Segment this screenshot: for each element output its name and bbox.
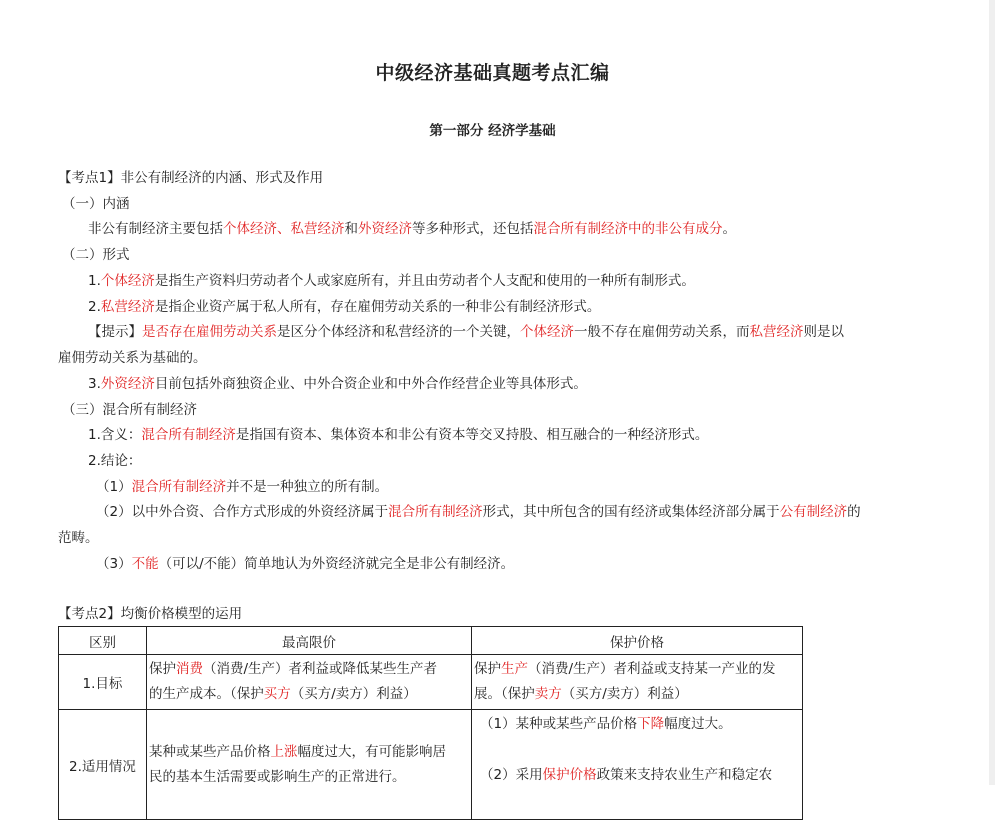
- kp1-s3-c3: [96, 554, 514, 574]
- highlight-run: 不能: [131, 556, 159, 572]
- text-run: 等多种形式，还包括: [412, 221, 534, 237]
- cell-line: [474, 682, 800, 707]
- text-run: 政策来支持农业生产和稳定农: [596, 767, 773, 783]
- kp1-s1-paragraph: [88, 219, 736, 239]
- text-run: 某种或某些产品价格: [149, 743, 271, 760]
- text-run: （买方/卖方）利益）: [290, 686, 417, 702]
- text-run: 1.: [88, 273, 101, 289]
- kp1-s3-title: （三）混合所有制经济: [62, 402, 197, 418]
- highlight-run: 混合所有制经济中的非公有成分: [533, 221, 723, 237]
- highlight-run: 消费: [176, 661, 203, 677]
- highlight-run: 是否存在雇佣劳动关系: [142, 324, 277, 340]
- kp1-s2-item2: [88, 297, 600, 317]
- table-cell: [147, 655, 472, 710]
- text-run: 2.: [88, 299, 101, 315]
- row-label: 1.目标: [59, 655, 147, 710]
- kp1-s3-c2-cont: 范畴。: [58, 530, 99, 546]
- table-header-row: [59, 627, 803, 655]
- highlight-run: 下降: [637, 716, 665, 732]
- kp1-s3-c1: [96, 477, 388, 497]
- highlight-run: 个体经济: [520, 324, 574, 340]
- text-run: 1.含义：: [88, 427, 142, 443]
- kp1-s2-item1: [88, 271, 695, 291]
- kp1-s2-title: （二）形式: [62, 247, 130, 263]
- text-run: （买方/卖方）利益）: [561, 686, 688, 702]
- text-run: 是指生产资料归劳动者个人或家庭所有，并且由劳动者个人支配和使用的一种所有制形式。: [154, 273, 695, 289]
- kp1-heading: 【考点1】非公有制经济的内涵、形式及作用: [58, 170, 324, 186]
- text-run: （2）以中外合资、合作方式形成的外资经济属于: [96, 504, 389, 520]
- table-header: 保护价格: [472, 627, 803, 655]
- text-run: 。: [722, 221, 736, 237]
- text-run: 幅度过大。: [664, 716, 732, 732]
- text-run: 展。（保护: [474, 686, 535, 702]
- text-run: 是区分个体经济和私营经济的一个关键，: [277, 324, 520, 340]
- cell-line: [474, 657, 800, 682]
- kp1-s3-conclusion: 2.结论：: [88, 453, 142, 469]
- text-run: （1）某种或某些产品价格: [480, 716, 638, 732]
- highlight-run: 卖方: [534, 686, 562, 702]
- row-label: 2.适用情况: [59, 710, 147, 820]
- highlight-run: 私营经济: [749, 324, 804, 340]
- highlight-run: 外资经济: [358, 221, 412, 237]
- kp1-s2-item3: [88, 374, 587, 394]
- text-run: 3.: [88, 376, 101, 392]
- cell-line: [149, 657, 469, 682]
- table-header: 最高限价: [147, 627, 472, 655]
- part-title: 第一部分 经济学基础: [429, 123, 556, 139]
- scrollbar-track[interactable]: [989, 0, 995, 785]
- cell-line: [474, 763, 800, 788]
- highlight-run: 保护价格: [542, 767, 597, 783]
- text-run: 的: [847, 504, 861, 520]
- text-run: 保护: [474, 661, 501, 677]
- text-run: 是指企业资产属于私人所有，存在雇佣劳动关系的一种非公有制经济形式。: [154, 299, 601, 315]
- text-run: 和: [344, 221, 358, 237]
- highlight-run: 混合所有制经济: [131, 479, 227, 495]
- text-run: 非公有制经济主要包括: [88, 221, 223, 237]
- cell-line: [149, 740, 469, 765]
- highlight-run: 公有制经济: [779, 504, 848, 520]
- text-run: 一般不存在雇佣劳动关系，而: [574, 324, 750, 340]
- highlight-run: 个体经济、私营经济: [223, 221, 345, 237]
- text-run: 【提示】: [88, 324, 142, 340]
- table-row: [59, 710, 803, 820]
- text-run: （1）: [96, 479, 132, 495]
- text-run: （3）: [96, 556, 132, 572]
- text-run: 的生产成本。（保护: [149, 686, 264, 702]
- highlight-run: 混合所有制经济: [388, 504, 483, 520]
- kp1-s3-c2: [96, 502, 861, 522]
- table-cell: [472, 655, 803, 710]
- text-run: 保护: [149, 661, 176, 677]
- text-run: 幅度过大，有可能影响居: [297, 743, 446, 760]
- cell-line: [474, 712, 800, 737]
- text-run: （消费/生产）者利益或支持某一产业的发: [528, 661, 776, 677]
- cell-line: 民的基本生活需要或影响生产的正常进行。: [149, 768, 406, 785]
- text-run: 形式，其中所包含的国有经济或集体经济部分属于: [482, 504, 780, 520]
- table-row: [59, 655, 803, 710]
- kp1-s3-definition: [88, 425, 708, 445]
- highlight-run: 上涨: [270, 743, 298, 760]
- table-header: 区别: [59, 627, 147, 655]
- cell-line: [149, 682, 469, 707]
- kp1-s2-tip-cont: 雇佣劳动关系为基础的。: [58, 350, 207, 366]
- highlight-run: 生产: [501, 661, 528, 677]
- highlight-run: 买方: [263, 686, 291, 702]
- text-run: （2）采用: [480, 767, 543, 783]
- doc-title: 中级经济基础真题考点汇编: [375, 62, 610, 84]
- table-cell: [147, 710, 472, 820]
- highlight-run: 个体经济: [100, 273, 155, 289]
- comparison-table: [58, 626, 803, 820]
- text-run: 是指国有资本、集体资本和非公有资本等交叉持股、相互融合的一种经济形式。: [235, 427, 709, 443]
- text-run: 并不是一种独立的所有制。: [226, 479, 389, 495]
- table-cell: [472, 710, 803, 820]
- highlight-run: 外资经济: [100, 376, 155, 392]
- kp1-s1-title: （一）内涵: [62, 196, 130, 212]
- text-run: （消费/生产）者利益或降低某些生产者: [203, 661, 438, 677]
- highlight-run: 私营经济: [100, 299, 155, 315]
- kp1-s2-tip: [88, 322, 844, 342]
- text-run: 则是以: [803, 324, 844, 340]
- kp2-heading: 【考点2】均衡价格模型的运用: [58, 606, 243, 622]
- text-run: 目前包括外商独资企业、中外合资企业和中外合作经营企业等具体形式。: [154, 376, 587, 392]
- highlight-run: 混合所有制经济: [141, 427, 236, 443]
- text-run: （可以/不能）简单地认为外资经济就完全是非公有制经济。: [158, 556, 515, 572]
